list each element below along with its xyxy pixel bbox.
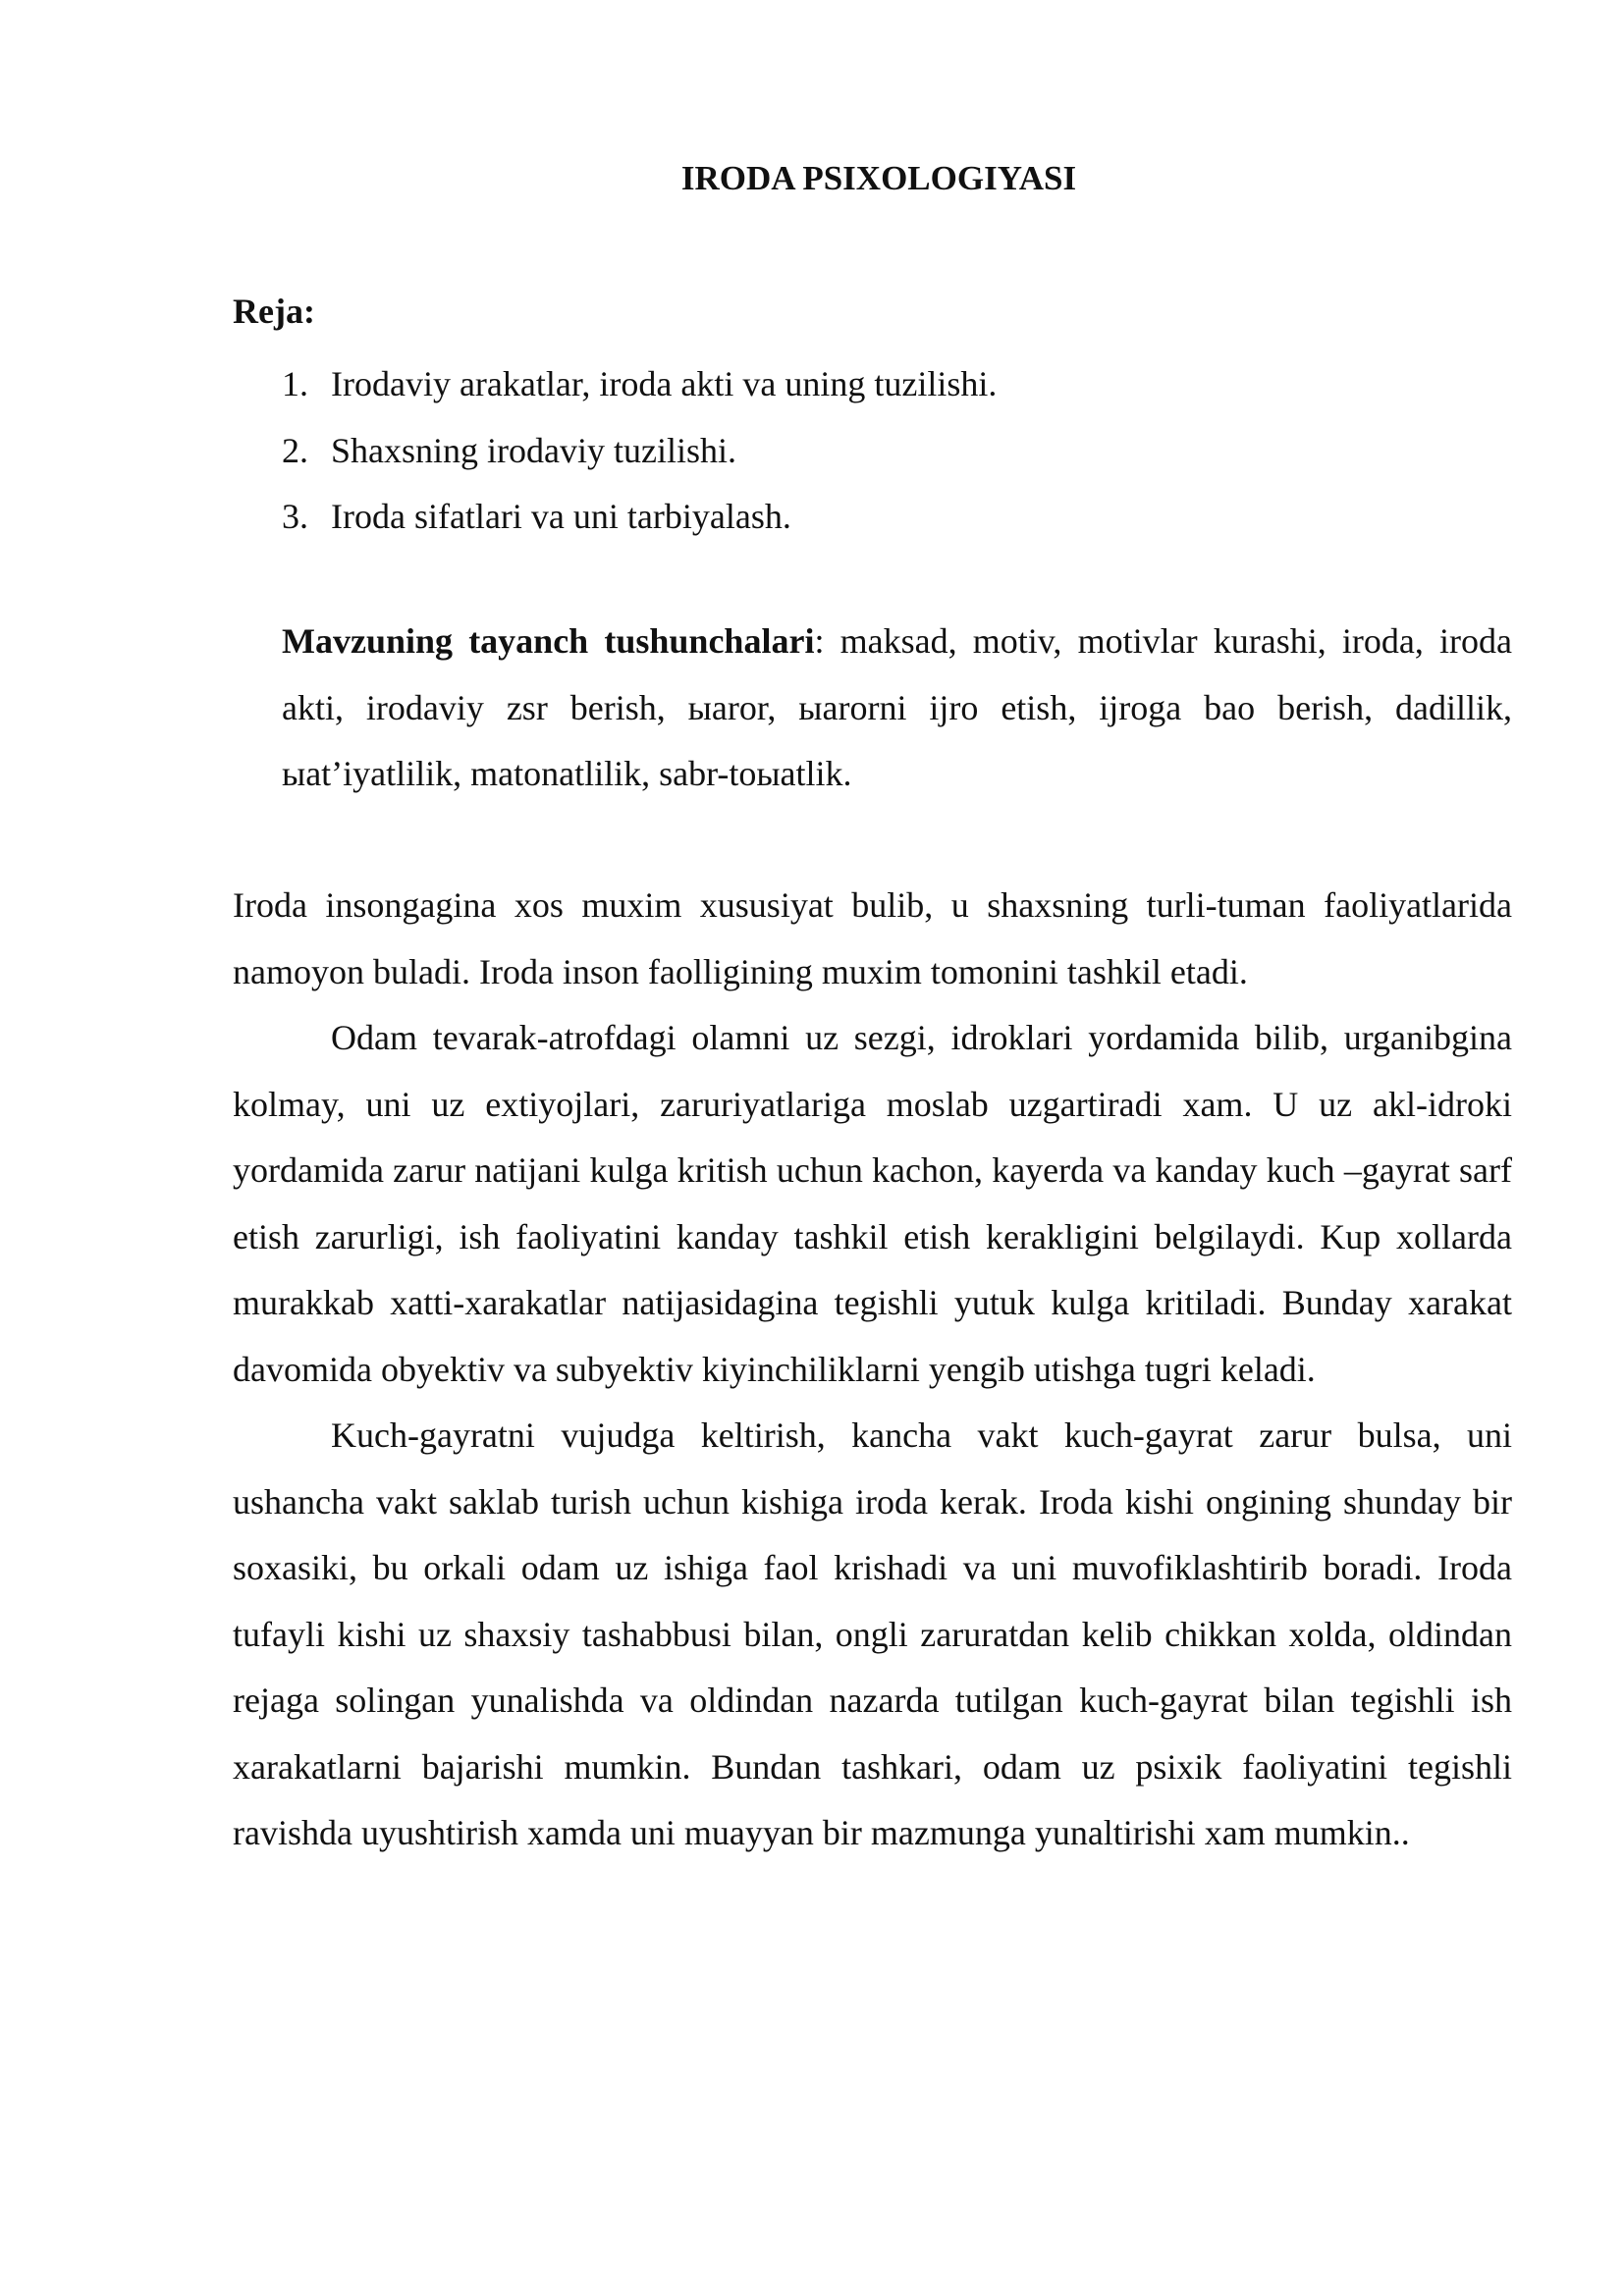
key-concepts-label: Mavzuning tayanch tushunchalari — [282, 621, 815, 661]
plan-item-text: Shaxsning irodaviy tuzilishi. — [331, 430, 736, 470]
plan-list — [282, 351, 997, 551]
plan-item-number: 2. — [282, 430, 308, 470]
key-concepts — [282, 609, 1512, 808]
plan-item — [282, 484, 997, 551]
key-concepts-text: : maksad, motiv, motivlar kurashi, iroda, iroda akti, irodaviy zsr berish, ыaror, ыarorni ijro etish, ijroga bao berish, dadillik, ыat’iyatlilik, matonatlilik, sabr-toыatlik. — [282, 621, 1513, 793]
body-paragraph: Odam tevarak-atrofdagi olamni uz sezgi, idroklari yordamida bilib, urganibgina kolmay, uni uz extiyojlari, zaruriyatlariga moslab uzgartiradi xam. U uz akl-idroki yordamida zarur natijani kulga kritish uchun kachon, kayerda va kanday kuch –gayrat sarf etish zarurligi, ish faoliyatini kanday tashkil etish kerakligini belgilaydi. Kup xollarda murakkab xatti-xarakatlar natijasidagina tegishli yutuk kulga kritiladi. Bunday xarakat davomida obyektiv va subyektiv kiyinchiliklarni yengib utishga tugri keladi. — [233, 1018, 1512, 1389]
plan-item — [282, 351, 997, 418]
plan-item — [282, 418, 997, 485]
plan-heading: Reja: — [233, 292, 315, 331]
body-paragraph: Iroda insongagina xos muxim xususiyat bulib, u shaxsning turli-tuman faoliyatlarida namoyon buladi. Iroda inson faolligining muxim tomonini tashkil etadi. — [233, 885, 1512, 991]
body-text — [233, 873, 1512, 1867]
plan-item-number: 1. — [282, 364, 308, 403]
document-title: IRODA PSIXOLOGIYASI — [680, 159, 1077, 197]
plan-item-number: 3. — [282, 497, 308, 536]
plan-item-text: Irodaviy arakatlar, iroda akti va uning tuzilishi. — [331, 364, 998, 403]
plan-item-text: Iroda sifatlari va uni tarbiyalash. — [331, 497, 791, 536]
body-paragraph: Kuch-gayratni vujudga keltirish, kancha vakt kuch-gayrat zarur bulsa, uni ushancha vakt saklab turish uchun kishiga iroda kerak. Iroda kishi ongining shunday bir soxasiki, bu orkali odam uz ishiga faol krishadi va uni muvofiklashtirib boradi. Iroda tufayli kishi uz shaxsiy tashabbusi bilan, ongli zaruratdan kelib chikkan xolda, oldindan rejaga solingan yunalishda va oldindan nazarda tutilgan kuch-gayrat bilan tegishli ish xarakatlarni bajarishi mumkin. Bundan tashkari, odam uz psixik faoliyatini tegishli ravishda uyushtirish xamda uni muayyan bir mazmunga yunaltirishi xam mumkin.. — [233, 1415, 1512, 1852]
